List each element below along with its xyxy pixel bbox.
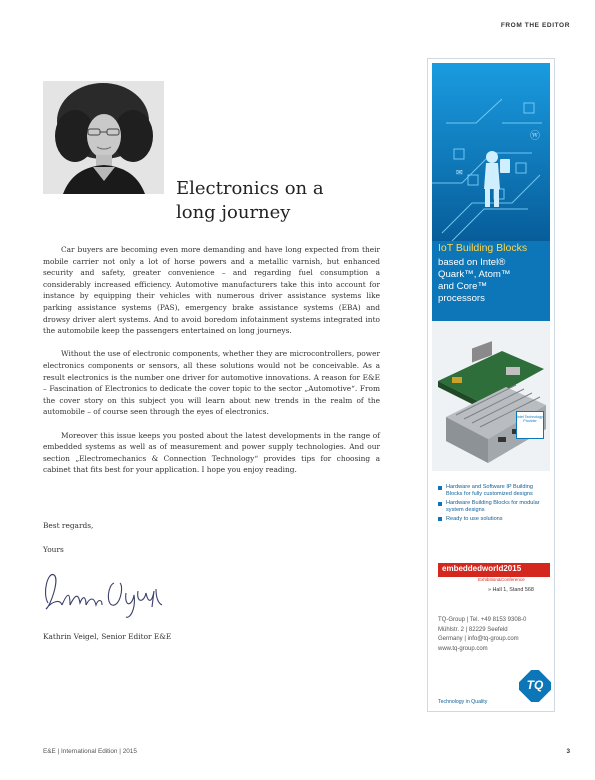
page-number: 3 (566, 748, 570, 755)
ad-subtitle-line: based on Intel® (438, 257, 506, 268)
ad-hero-image (432, 63, 550, 241)
ad-bullet-item (438, 484, 550, 499)
ad-contact-line: www.tq-group.com (438, 645, 488, 652)
tq-advertisement (427, 58, 555, 712)
ad-bullet-item (438, 500, 550, 515)
ad-bullet-text: Hardware and Software IP Building Blocks for fully customized designs (446, 484, 533, 498)
tq-tagline: Technology in Quality (438, 699, 488, 705)
ad-contact-line: TQ-Group | Tel. +49 8153 9308-0 (438, 617, 527, 623)
ad-bullet-text: Ready to use solutions (446, 515, 503, 522)
closing-yours: Yours (43, 545, 64, 554)
footer-publication: E&E | International Edition | 2015 (43, 748, 137, 755)
ad-subtitle (438, 257, 546, 305)
ad-bullet-item (438, 516, 550, 523)
embedded-world-subtitle: Exhibition&Conference (478, 577, 525, 582)
ad-product-image (432, 321, 550, 471)
intel-technology-provider-badge (516, 411, 544, 439)
ad-subtitle-line: processors (438, 293, 485, 304)
tq-logo-text: TQ (526, 678, 544, 692)
embedded-world-hall: » Hall 1, Stand 568 (488, 587, 534, 593)
intel-badge-text: Intel Technology Provider (517, 415, 543, 424)
ad-contact-line: Mühlstr. 2 | 82229 Seefeld (438, 626, 508, 633)
ad-subtitle-line: and Core™ (438, 281, 488, 292)
bullet-square-icon (438, 502, 442, 506)
article-paragraph: Without the use of electronic components, whether they are microcontrollers, power electronics components or sensors, all these solutions would not be conceivable. As a result electronics is the number one driver for automotive innovations. A reason for E&E – Fascination of Electronics to dedicate the cover topic to the sector „Automotive“. From the cover story on this subject you will learn about new trends in the realm of the automobile – of course seen through the eyes of electronics. (43, 349, 380, 417)
section-label: FROM THE EDITOR (500, 22, 570, 29)
handwritten-signature (40, 563, 170, 623)
ad-subtitle-line: Quark™, Atom™ (438, 269, 511, 280)
article-body (43, 244, 380, 487)
article-title-line-2: long journey (176, 202, 291, 223)
article-title (176, 177, 324, 225)
closing-greeting: Best regards, (43, 521, 94, 530)
ad-title: IoT Building Blocks (438, 242, 528, 254)
ad-bullet-list (438, 484, 550, 524)
ad-contact-block (438, 616, 526, 654)
bullet-square-icon (438, 517, 442, 521)
author-line: Kathrin Veigel, Senior Editor E&E (43, 632, 172, 641)
tq-logo-icon (519, 670, 551, 702)
editor-portrait-photo (43, 81, 164, 194)
ad-contact-line: Germany | info@tq-group.com (438, 636, 519, 642)
article-paragraph: Car buyers are becoming even more demanding and have long expected from their mobile carrier not only a lot of horse powers and a metallic varnish, but enhanced security and safety, greater convenience – and regarding fuel consumption a considerably increased efficiency. Automotive manufacturers take this into account for instance by equipping their vehicles with numerous driver assistance systems like parking assistance systems (PAS), emergency brake assistance systems (EBA) and drowsy driver alert systems. And to avoid boredom infotainment systems integrated into the automobile keep the passengers entertained on long journeys. (43, 245, 380, 336)
article-paragraph: Moreover this issue keeps you posted about the latest developments in the range of embedded systems as well as of measurement and power supply technologies. And our section „Electromechanics & Connection Technology“ provides tips for choosing a cabinet that fits best for your application. I hope you enjoy reading. (43, 430, 380, 475)
article-title-line-1: Electronics on a (176, 178, 324, 199)
bullet-square-icon (438, 486, 442, 490)
ad-bullet-text: Hardware Building Blocks for modular system designs (446, 499, 540, 514)
embedded-world-name: embeddedworld2015 (442, 564, 522, 573)
svg-text:✉: ✉ (456, 168, 463, 177)
svg-text:ⓦ: ⓦ (530, 131, 540, 142)
